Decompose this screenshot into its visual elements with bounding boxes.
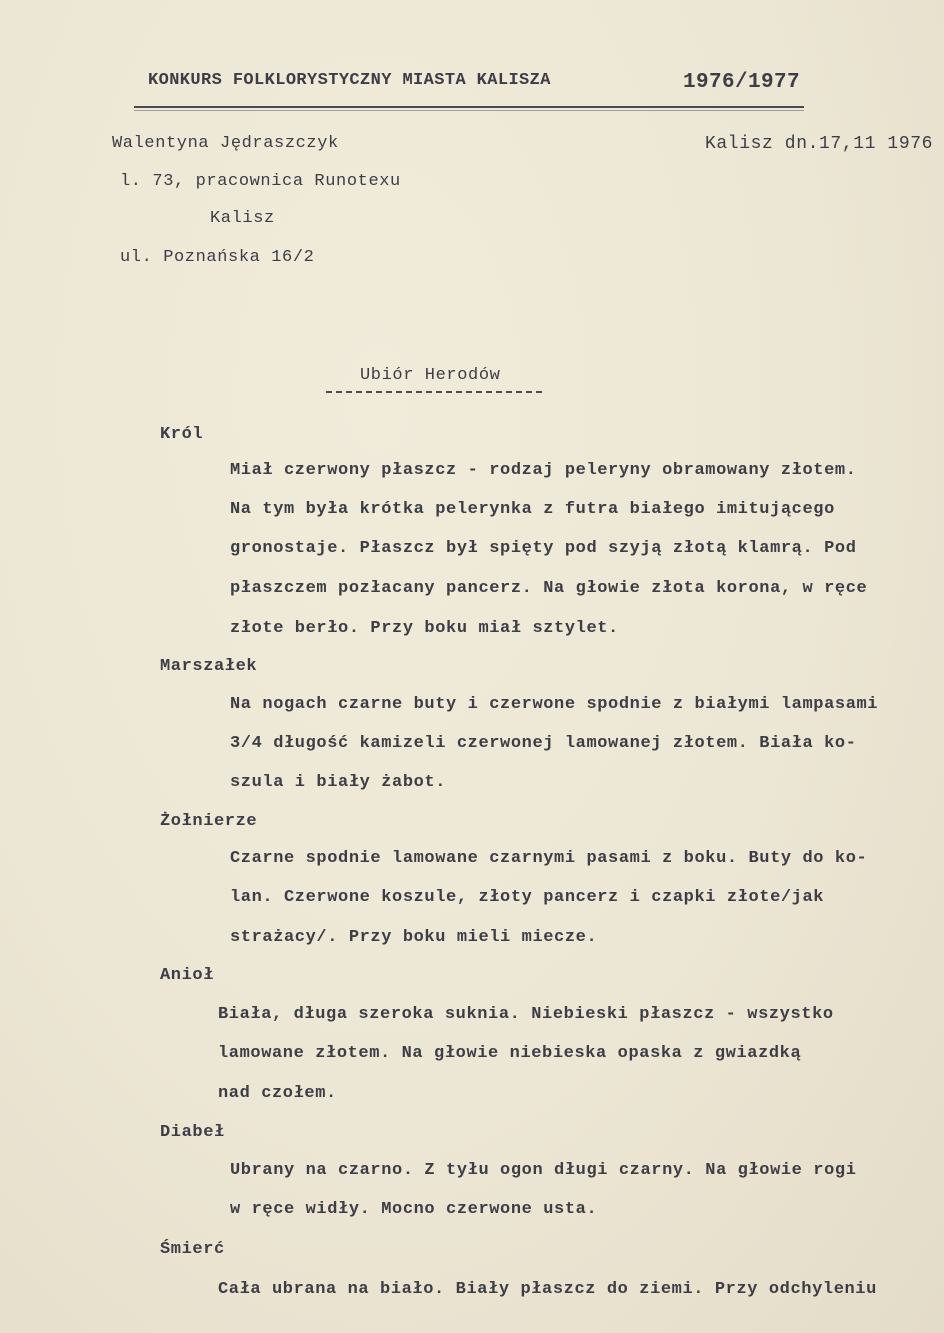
section-line: nad czołem. xyxy=(218,1084,337,1103)
section-line: szula i biały żabot. xyxy=(230,773,447,792)
header-title xyxy=(148,71,801,94)
section-line: Czarne spodnie lamowane czarnymi pasami z boku. Buty do ko- xyxy=(230,849,868,868)
header-rule xyxy=(134,106,804,108)
author-city: Kalisz xyxy=(210,209,275,228)
section-line: Na nogach czarne buty i czerwone spodnie z białymi lampasami xyxy=(230,695,879,714)
section-line: strażacy/. Przy boku mieli miecze. xyxy=(230,928,598,947)
place-date: Kalisz dn.17,11 1976 xyxy=(705,134,934,154)
section-heading-smierc: Śmierć xyxy=(160,1240,225,1259)
section-line: płaszczem pozłacany pancerz. Na głowie złota korona, w ręce xyxy=(230,579,868,598)
contest-title: KONKURS FOLKLORYSTYCZNY MIASTA KALISZA xyxy=(148,71,551,90)
author-age-job: l. 73, pracownica Runotexu xyxy=(120,172,401,191)
section-line: gronostaje. Płaszcz był spięty pod szyją złotą klamrą. Pod xyxy=(230,539,857,558)
section-heading-aniol: Anioł xyxy=(160,966,215,985)
section-line: Biała, długa szeroka suknia. Niebieski płaszcz - wszystko xyxy=(218,1005,834,1024)
section-line: Miał czerwony płaszcz - rodzaj peleryny obramowany złotem. xyxy=(230,461,857,480)
section-heading-diabel: Diabeł xyxy=(160,1123,225,1142)
document-title: Ubiór Herodów xyxy=(360,366,501,385)
author-street: ul. Poznańska 16/2 xyxy=(120,248,315,267)
section-line: Na tym była krótka pelerynka z futra białego imitującego xyxy=(230,500,835,519)
section-line: lan. Czerwone koszule, złoty pancerz i czapki złote/jak xyxy=(230,888,825,907)
section-line: Cała ubrana na biało. Biały płaszcz do ziemi. Przy odchyleniu xyxy=(218,1280,877,1299)
section-line: lamowane złotem. Na głowie niebieska opaska z gwiazdką xyxy=(218,1044,802,1063)
contest-years: 1976/1977 xyxy=(683,71,801,94)
section-line: 3/4 długość kamizeli czerwonej lamowanej złotem. Biała ko- xyxy=(230,734,857,753)
section-line: w ręce widły. Mocno czerwone usta. xyxy=(230,1200,598,1219)
section-heading-marszalek: Marszałek xyxy=(160,657,258,676)
title-underline xyxy=(326,391,542,393)
section-line: złote berło. Przy boku miał sztylet. xyxy=(230,619,619,638)
author-name: Walentyna Jędraszczyk xyxy=(112,134,339,153)
section-heading-krol: Król xyxy=(160,425,204,444)
section-heading-zolnierze: Żołnierze xyxy=(160,812,258,831)
section-line: Ubrany na czarno. Z tyłu ogon długi czarny. Na głowie rogi xyxy=(230,1161,857,1180)
header-rule-secondary xyxy=(134,110,804,111)
